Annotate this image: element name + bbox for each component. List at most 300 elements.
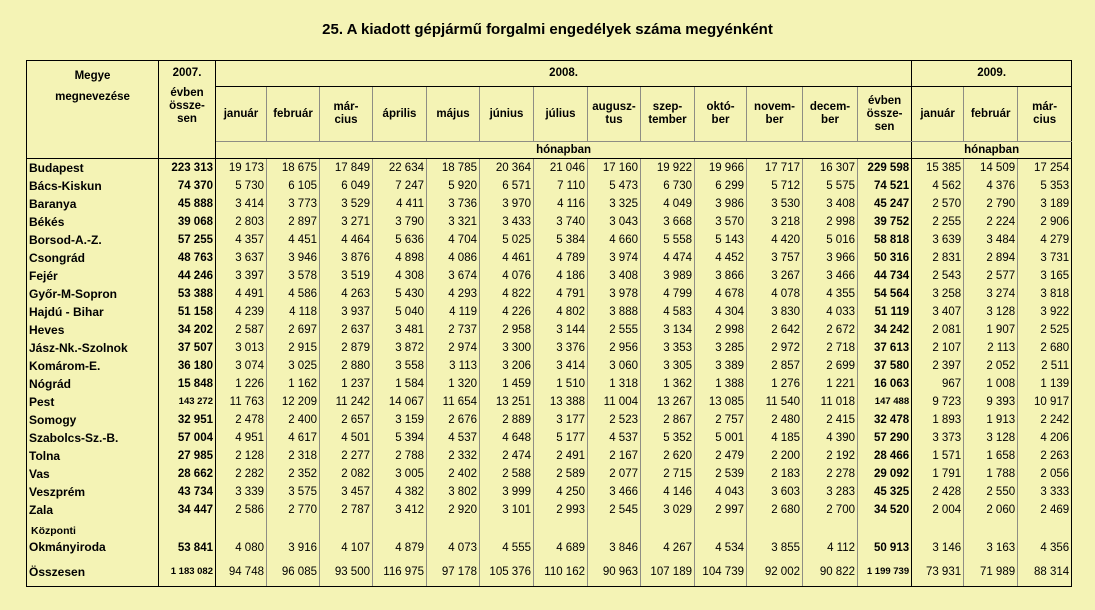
- month-2008-header: szep- tember: [641, 87, 695, 142]
- month-2008-value: 5 040: [373, 303, 427, 321]
- month-2009-value: 2 056: [1018, 465, 1072, 483]
- month-2008-header: novem- ber: [747, 87, 803, 142]
- month-2009-value: 967: [941, 378, 962, 390]
- month-2008-value: 2 788: [373, 447, 427, 465]
- month-2008-value: 3 736: [427, 195, 480, 213]
- month-2008-value: 92 002: [747, 558, 803, 587]
- month-2009-value: 3 165: [1018, 267, 1072, 285]
- month-2008-value: 4 382: [373, 483, 427, 501]
- month-2008-value: 2 993: [534, 501, 588, 519]
- month-2008-value: 2 415: [803, 411, 858, 429]
- month-2008-value: 4 660: [588, 231, 641, 249]
- month-2009-value: 3 922: [1018, 303, 1072, 321]
- month-2009-value: 3 163: [964, 519, 1018, 558]
- total-2008-value: 58 818: [858, 231, 912, 249]
- table-row: [27, 339, 1072, 357]
- month-2008-value: 4 802: [534, 303, 588, 321]
- month-2008-value: 90 963: [588, 558, 641, 587]
- month-2008-value: 2 920: [427, 501, 480, 519]
- month-2009-value: 2 550: [964, 483, 1018, 501]
- month-2009-value: 2 224: [964, 213, 1018, 231]
- month-2009-header: február: [964, 87, 1018, 142]
- month-2008-value: 104 739: [695, 558, 747, 587]
- month-2008-value: 4 107: [320, 519, 373, 558]
- month-2008-value: 1 237: [320, 375, 373, 393]
- month-2008-value: 90 822: [803, 558, 858, 587]
- month-2008-value: 1 584: [373, 375, 427, 393]
- month-2008-value: 1 510: [534, 375, 588, 393]
- month-2009-value: 1 907: [964, 321, 1018, 339]
- month-2008-value: 1 320: [427, 375, 480, 393]
- month-2008-value: 4 250: [534, 483, 588, 501]
- month-2008-value: 2 478: [235, 414, 264, 426]
- total-2008-value: 51 119: [858, 303, 912, 321]
- month-2009-value: 9 393: [964, 393, 1018, 411]
- month-2008-value: 19 173: [228, 162, 264, 174]
- month-2008-value: 5 575: [803, 177, 858, 195]
- month-2008-value: 4 898: [373, 249, 427, 267]
- month-2008-value: 2 479: [695, 447, 747, 465]
- month-2008-value: 5 473: [588, 177, 641, 195]
- month-2009-value: 2 060: [964, 501, 1018, 519]
- month-2009-value: 2 570: [932, 198, 962, 210]
- registrations-table: [26, 60, 1072, 587]
- total-2007-value: 53 841: [159, 519, 216, 558]
- month-2008-value: 4 689: [534, 519, 588, 558]
- month-2008-value: 3 013: [235, 342, 264, 354]
- month-2008-value: 4 451: [267, 231, 320, 249]
- month-2009-value: 3 333: [1018, 483, 1072, 501]
- month-2008-header: decem- ber: [803, 87, 858, 142]
- month-2008-header: április: [373, 87, 427, 142]
- month-2008-value: 3 339: [235, 486, 264, 498]
- month-2009-value: 2 081: [932, 324, 962, 336]
- month-2008-value: 4 267: [641, 519, 695, 558]
- month-2008-value: 2 491: [534, 447, 588, 465]
- month-2008-value: 3 876: [320, 249, 373, 267]
- month-2008-header: január: [216, 87, 267, 142]
- month-2008-value: 3 674: [427, 267, 480, 285]
- total-2008-value: 16 063: [858, 375, 912, 393]
- total-2008-value: 50 316: [858, 249, 912, 267]
- county-name: Veszprém: [27, 483, 159, 501]
- month-2008-value: 2 757: [695, 411, 747, 429]
- table-row: [27, 213, 1072, 231]
- month-2008-value: 2 737: [427, 321, 480, 339]
- total-2008-value: 74 521: [858, 177, 912, 195]
- month-2008-value: 2 555: [588, 321, 641, 339]
- month-2008-value: 2 787: [320, 501, 373, 519]
- month-2008-value: 4 583: [641, 303, 695, 321]
- month-2008-value: 3 177: [534, 411, 588, 429]
- county-name: Hajdú - Bihar: [27, 303, 159, 321]
- total-2007-value: 37 507: [159, 339, 216, 357]
- county-name: Vas: [27, 465, 159, 483]
- month-2008-header: októ- ber: [695, 87, 747, 142]
- month-2009-value: 1 791: [932, 468, 962, 480]
- month-2008-value: 3 888: [588, 303, 641, 321]
- month-2008-value: 5 430: [373, 285, 427, 303]
- month-2008-value: 2 402: [427, 465, 480, 483]
- month-2008-value: 5 001: [695, 429, 747, 447]
- county-name: Bács-Kiskun: [27, 177, 159, 195]
- month-2008-value: 96 085: [267, 558, 320, 587]
- month-2008-value: 4 086: [427, 249, 480, 267]
- total-2007-value: 43 734: [159, 483, 216, 501]
- month-2008-value: 4 355: [803, 285, 858, 303]
- month-2009-value: 2 263: [1018, 447, 1072, 465]
- table-row: [27, 411, 1072, 429]
- month-2008-value: 2 183: [747, 465, 803, 483]
- month-2008-value: 2 974: [427, 339, 480, 357]
- table-row: [27, 501, 1072, 519]
- month-2008-value: 2 352: [267, 465, 320, 483]
- total-2007-value: 32 951: [159, 411, 216, 429]
- month-2008-value: 4 501: [320, 429, 373, 447]
- month-2008-value: 3 855: [747, 519, 803, 558]
- month-2008-value: 2 700: [803, 501, 858, 519]
- total-2008-value: 37 580: [858, 357, 912, 375]
- month-2008-value: 2 545: [588, 501, 641, 519]
- county-name: Pest: [27, 393, 159, 411]
- month-2008-value: 17 849: [320, 159, 373, 178]
- county-name: Összesen: [27, 558, 159, 587]
- month-2008-value: 2 956: [588, 339, 641, 357]
- table-row: [27, 195, 1072, 213]
- total-2008-value: 57 290: [858, 429, 912, 447]
- month-2008-value: 4 304: [695, 303, 747, 321]
- month-2008-value: 4 555: [480, 519, 534, 558]
- month-2008-value: 5 712: [747, 177, 803, 195]
- month-2008-header: augusz- tus: [588, 87, 641, 142]
- table-row: [27, 303, 1072, 321]
- total-2007-value: 44 246: [159, 267, 216, 285]
- month-2008-value: 2 998: [695, 321, 747, 339]
- month-2008-value: 2 278: [803, 465, 858, 483]
- month-2009-value: 17 254: [1018, 159, 1072, 178]
- month-2009-value: 2 511: [1018, 357, 1072, 375]
- total-2007-value: 74 370: [159, 177, 216, 195]
- table-row: [27, 465, 1072, 483]
- total-2007-value: 39 068: [159, 213, 216, 231]
- total-2008-value: 34 520: [858, 501, 912, 519]
- month-2009-value: 4 376: [964, 177, 1018, 195]
- month-2009-value: 1 788: [964, 465, 1018, 483]
- month-2008-value: 2 480: [747, 411, 803, 429]
- month-2008-value: 4 411: [373, 195, 427, 213]
- month-2008-value: 1 162: [267, 375, 320, 393]
- county-name: Tolna: [27, 447, 159, 465]
- month-2008-value: 3 074: [235, 360, 264, 372]
- month-2008-value: 4 263: [320, 285, 373, 303]
- month-2008-header: július: [534, 87, 588, 142]
- month-2008-value: 3 866: [695, 267, 747, 285]
- county-name: Csongrád: [27, 249, 159, 267]
- month-2008-value: 4 464: [320, 231, 373, 249]
- month-2009-value: 1 913: [964, 411, 1018, 429]
- month-2009-value: 3 639: [932, 234, 962, 246]
- month-2008-value: 3 408: [803, 195, 858, 213]
- month-2008-value: 3 159: [373, 411, 427, 429]
- total-2007-value: 34 202: [159, 321, 216, 339]
- month-2008-value: 2 998: [803, 213, 858, 231]
- table-row: [27, 429, 1072, 447]
- month-2008-value: 11 540: [747, 393, 803, 411]
- total-2007-value: 53 388: [159, 285, 216, 303]
- month-2008-value: 3 830: [747, 303, 803, 321]
- month-2009-header: már- cius: [1018, 87, 1072, 142]
- month-2008-value: 3 285: [695, 339, 747, 357]
- total-2008-value: 37 613: [858, 339, 912, 357]
- month-2009-value: 2 004: [932, 504, 962, 516]
- month-2008-value: 3 570: [695, 213, 747, 231]
- month-2008-value: 3 529: [320, 195, 373, 213]
- month-2009-value: 2 680: [1018, 339, 1072, 357]
- month-2009-value: 2 525: [1018, 321, 1072, 339]
- month-2008-value: 3 558: [373, 357, 427, 375]
- month-2008-value: 3 321: [427, 213, 480, 231]
- month-2008-value: 12 209: [267, 393, 320, 411]
- month-2008-value: 4 617: [267, 429, 320, 447]
- month-2009-value: 1 658: [964, 447, 1018, 465]
- month-2009-value: 4 279: [1018, 231, 1072, 249]
- month-2008-value: 3 025: [267, 357, 320, 375]
- month-2009-value: 4 356: [1018, 519, 1072, 558]
- county-name: Békés: [27, 213, 159, 231]
- month-2008-value: 19 966: [695, 159, 747, 178]
- table-row: [27, 357, 1072, 375]
- table-body: [27, 159, 1072, 587]
- county-name: Somogy: [27, 411, 159, 429]
- month-2008-value: 4 648: [480, 429, 534, 447]
- month-2009-value: 1 008: [964, 375, 1018, 393]
- total-2007-value: 15 848: [159, 375, 216, 393]
- month-2009-value: 3 189: [1018, 195, 1072, 213]
- month-2008-value: 21 046: [534, 159, 588, 178]
- month-2009-value: 9 723: [932, 396, 962, 408]
- total-2008-header: évben össze- sen: [858, 87, 912, 142]
- county-name: Fejér: [27, 267, 159, 285]
- month-2008-value: 22 634: [373, 159, 427, 178]
- month-2008-value: 3 530: [747, 195, 803, 213]
- month-2008-value: 4 119: [427, 303, 480, 321]
- month-2008-value: 18 675: [267, 159, 320, 178]
- month-2008-value: 6 049: [320, 177, 373, 195]
- month-2008-value: 3 937: [320, 303, 373, 321]
- month-2008-value: 3 966: [803, 249, 858, 267]
- month-2008-value: 4 146: [641, 483, 695, 501]
- year-2009-header: 2009.: [912, 61, 1072, 87]
- month-2008-value: 18 785: [427, 159, 480, 178]
- month-2008-value: 2 915: [267, 339, 320, 357]
- month-2008-value: 3 412: [373, 501, 427, 519]
- month-2008-value: 3 790: [373, 213, 427, 231]
- total-2008-value: 54 564: [858, 285, 912, 303]
- month-2008-value: 4 537: [588, 429, 641, 447]
- month-2008-value: 3 916: [267, 519, 320, 558]
- month-2008-value: 2 697: [267, 321, 320, 339]
- total-2008-value: 147 488: [858, 393, 912, 411]
- month-2008-value: 3 271: [320, 213, 373, 231]
- month-2008-value: 2 587: [235, 324, 264, 336]
- month-2008-value: 4 678: [695, 285, 747, 303]
- month-2008-header: június: [480, 87, 534, 142]
- month-2008-value: 2 318: [267, 447, 320, 465]
- month-2009-value: 3 128: [964, 303, 1018, 321]
- month-2009-value: 3 274: [964, 285, 1018, 303]
- month-2008-value: 3 986: [695, 195, 747, 213]
- month-2008-value: 2 857: [747, 357, 803, 375]
- month-2008-value: 2 803: [235, 216, 264, 228]
- month-2008-value: 2 958: [480, 321, 534, 339]
- month-2008-value: 4 452: [695, 249, 747, 267]
- month-2008-value: 4 791: [534, 285, 588, 303]
- table-row: [27, 285, 1072, 303]
- month-2008-value: 3 519: [320, 267, 373, 285]
- month-2008-value: 4 789: [534, 249, 588, 267]
- month-2008-value: 4 704: [427, 231, 480, 249]
- month-2008-value: 2 997: [695, 501, 747, 519]
- month-2008-value: 94 748: [216, 558, 267, 587]
- month-2008-value: 4 534: [695, 519, 747, 558]
- month-2008-value: 4 799: [641, 285, 695, 303]
- month-2008-value: 5 352: [641, 429, 695, 447]
- month-2008-value: 7 110: [534, 177, 588, 195]
- month-2008-value: 5 384: [534, 231, 588, 249]
- month-2008-value: 4 308: [373, 267, 427, 285]
- month-2008-value: 13 267: [641, 393, 695, 411]
- month-2009-value: 3 258: [932, 288, 962, 300]
- month-2008-value: 13 388: [534, 393, 588, 411]
- total-2008-value: 39 752: [858, 213, 912, 231]
- month-2008-value: 3 043: [588, 213, 641, 231]
- month-2008-value: 3 283: [803, 483, 858, 501]
- total-2007-value: 27 985: [159, 447, 216, 465]
- month-2008-value: 11 763: [229, 396, 264, 408]
- total-2008-value: 45 325: [858, 483, 912, 501]
- month-2008-value: 107 189: [641, 558, 695, 587]
- month-2008-value: 3 481: [373, 321, 427, 339]
- month-2008-value: 5 730: [235, 180, 264, 192]
- table-row: [27, 447, 1072, 465]
- month-2008-value: 4 537: [427, 429, 480, 447]
- total-2008-value: 34 242: [858, 321, 912, 339]
- month-2008-value: 3 433: [480, 213, 534, 231]
- total-2007-value: 34 447: [159, 501, 216, 519]
- month-2009-value: 1 139: [1018, 375, 1072, 393]
- total-row: [27, 558, 1072, 587]
- month-2008-value: 5 636: [373, 231, 427, 249]
- table-row: [27, 159, 1072, 178]
- total-2007-value: 48 763: [159, 249, 216, 267]
- month-2009-value: 2 255: [932, 216, 962, 228]
- month-2008-value: 3 134: [641, 321, 695, 339]
- year-2008-header: 2008.: [216, 61, 912, 87]
- table-row: [27, 483, 1072, 501]
- month-2008-value: 3 144: [534, 321, 588, 339]
- month-2008-value: 2 128: [235, 450, 264, 462]
- month-2009-header: január: [912, 87, 964, 142]
- month-2008-value: 3 060: [588, 357, 641, 375]
- total-2007-value: 143 272: [159, 393, 216, 411]
- month-2008-value: 4 239: [235, 306, 264, 318]
- table-row: [27, 177, 1072, 195]
- month-2008-value: 2 880: [320, 357, 373, 375]
- month-2008-value: 4 474: [641, 249, 695, 267]
- month-2008-value: 3 300: [480, 339, 534, 357]
- month-2008-value: 93 500: [320, 558, 373, 587]
- month-2008-value: 3 578: [267, 267, 320, 285]
- month-2008-value: 3 305: [641, 357, 695, 375]
- county-name: Heves: [27, 321, 159, 339]
- county-name: Baranya: [27, 195, 159, 213]
- month-2008-value: 13 085: [695, 393, 747, 411]
- month-2009-value: 5 353: [1018, 177, 1072, 195]
- month-2008-header: május: [427, 87, 480, 142]
- county-name: Borsod-A.-Z.: [27, 231, 159, 249]
- table-title: 25. A kiadott gépjármű forgalmi engedélyek száma megyénként: [322, 21, 773, 38]
- month-2008-value: 11 242: [320, 393, 373, 411]
- month-2008-value: 20 364: [480, 159, 534, 178]
- month-2008-value: 4 586: [267, 285, 320, 303]
- total-2007-value: 57 255: [159, 231, 216, 249]
- table-row: [27, 519, 1072, 558]
- month-2008-value: 2 718: [803, 339, 858, 357]
- month-2008-value: 3 773: [267, 195, 320, 213]
- month-2008-value: 14 067: [373, 393, 427, 411]
- month-2008-value: 17 160: [588, 159, 641, 178]
- month-2008-value: 4 461: [480, 249, 534, 267]
- month-2008-value: 2 082: [320, 465, 373, 483]
- total-2007-value: 223 313: [159, 159, 216, 178]
- month-2008-value: 3 353: [641, 339, 695, 357]
- month-2009-value: 88 314: [1018, 558, 1072, 587]
- month-2008-value: 2 715: [641, 465, 695, 483]
- month-2009-value: 2 397: [932, 360, 962, 372]
- total-2007-value: 1 183 082: [159, 558, 216, 587]
- month-2009-value: 2 831: [932, 252, 962, 264]
- month-2009-value: 2 107: [932, 342, 962, 354]
- month-2009-value: 1 571: [932, 450, 962, 462]
- month-2008-value: 19 922: [641, 159, 695, 178]
- month-2009-value: 3 731: [1018, 249, 1072, 267]
- month-2008-value: 1 318: [588, 375, 641, 393]
- table-row: [27, 231, 1072, 249]
- month-2009-value: 2 469: [1018, 501, 1072, 519]
- month-2008-value: 2 620: [641, 447, 695, 465]
- month-2008-value: 17 717: [747, 159, 803, 178]
- month-2008-value: 2 657: [320, 411, 373, 429]
- month-2008-value: 4 073: [427, 519, 480, 558]
- month-2008-value: 3 757: [747, 249, 803, 267]
- month-2008-value: 2 474: [480, 447, 534, 465]
- month-2008-value: 3 414: [235, 198, 264, 210]
- month-2008-value: 4 420: [747, 231, 803, 249]
- month-2008-value: 3 466: [803, 267, 858, 285]
- month-2008-value: 97 178: [427, 558, 480, 587]
- county-name: Központi Okmányiroda: [27, 519, 159, 558]
- month-2008-value: 4 185: [747, 429, 803, 447]
- month-2008-value: 3 637: [235, 252, 264, 264]
- total-2008-value: 229 598: [858, 159, 912, 178]
- month-2008-value: 3 999: [480, 483, 534, 501]
- month-2008-value: 2 879: [320, 339, 373, 357]
- month-2008-value: 4 951: [235, 432, 264, 444]
- total-2008-value: 1 199 739: [858, 558, 912, 587]
- table-row: [27, 321, 1072, 339]
- total-2008-value: 50 913: [858, 519, 912, 558]
- month-2008-value: 3 101: [480, 501, 534, 519]
